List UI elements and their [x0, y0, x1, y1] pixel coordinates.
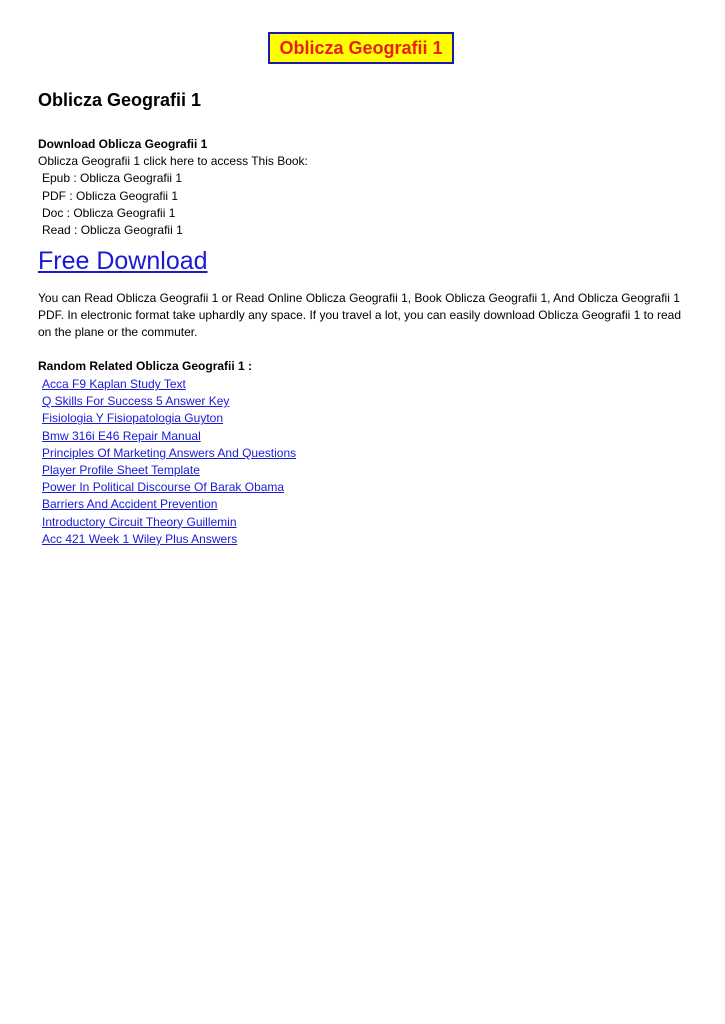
list-item: [42, 514, 296, 531]
related-link[interactable]: Fisiologia Y Fisiopatologia Guyton: [42, 411, 223, 426]
related-heading: Random Related Oblicza Geografii 1 :: [38, 359, 253, 373]
download-section: [38, 136, 308, 239]
related-link[interactable]: Power In Political Discourse Of Barak Obama: [42, 480, 285, 495]
banner-title: Oblicza Geografii 1: [279, 37, 443, 58]
list-item: [42, 496, 296, 513]
list-item: [42, 531, 296, 548]
related-links-list: [42, 376, 296, 548]
format-read: Read : Oblicza Geografii 1: [42, 223, 183, 238]
list-item: [42, 376, 296, 393]
related-link[interactable]: Bmw 316i E46 Repair Manual: [42, 428, 201, 443]
list-item: [42, 393, 296, 410]
format-epub: Epub : Oblicza Geografii 1: [42, 171, 183, 186]
list-item: [42, 462, 296, 479]
download-intro: Oblicza Geografii 1 click here to access This Book:: [38, 154, 308, 169]
list-item: [42, 479, 296, 496]
format-doc: Doc : Oblicza Geografii 1: [42, 205, 176, 220]
list-item: [42, 410, 296, 427]
related-link[interactable]: Introductory Circuit Theory Guillemin: [42, 514, 237, 529]
related-link[interactable]: Barriers And Accident Prevention: [42, 497, 218, 512]
free-download-link[interactable]: Free Download: [38, 247, 208, 275]
banner-title-box: [268, 32, 454, 64]
list-item: [42, 445, 296, 462]
download-title: Download Oblicza Geografii 1: [38, 137, 208, 151]
description-paragraph: You can Read Oblicza Geografii 1 or Read Online Oblicza Geografii 1, Book Oblicza Geografii 1, And Oblicza Geografii 1 PDF. In electronic format take uphardly any space. If you travel a lot, you can easily download Oblicza Geografii 1 to read on the plane or the commuter.: [38, 291, 682, 340]
related-link[interactable]: Player Profile Sheet Template: [42, 463, 200, 478]
related-link[interactable]: Principles Of Marketing Answers And Questions: [42, 445, 297, 460]
related-link[interactable]: Acca F9 Kaplan Study Text: [42, 377, 186, 391]
related-link[interactable]: Acc 421 Week 1 Wiley Plus Answers: [42, 531, 238, 546]
page-heading: Oblicza Geografii 1: [38, 90, 202, 110]
list-item: [42, 428, 296, 445]
format-pdf: PDF : Oblicza Geografii 1: [42, 188, 179, 203]
related-link[interactable]: Q Skills For Success 5 Answer Key: [42, 394, 230, 409]
